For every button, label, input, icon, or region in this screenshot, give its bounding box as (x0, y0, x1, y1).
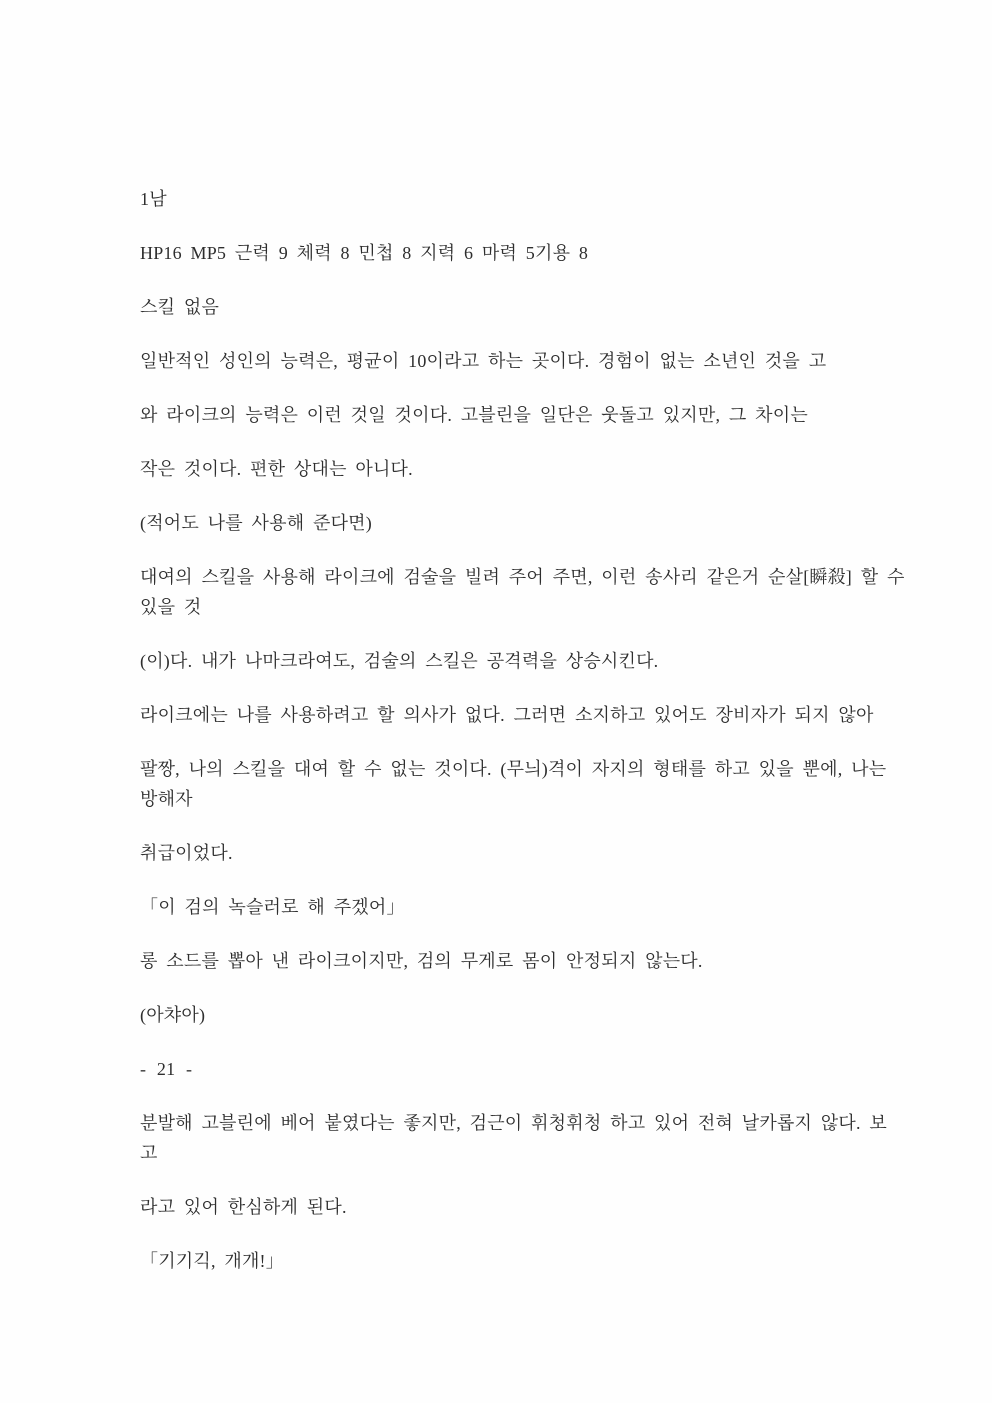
body-paragraph (140, 562, 912, 622)
text-line: 「기기긱, 개개!」 (140, 1251, 284, 1271)
body-paragraph (140, 346, 912, 376)
text-line: 작은 것이다. 편한 상대는 아니다. (140, 459, 413, 479)
text-line: 방해자 (140, 789, 193, 809)
dialogue-paragraph (140, 1246, 912, 1276)
paragraph-list (140, 184, 912, 1276)
body-paragraph (140, 700, 912, 730)
thought-paragraph (140, 508, 912, 538)
body-paragraph (140, 1192, 912, 1222)
text-line: 1남 (140, 189, 167, 209)
text-line: (이)다. 내가 나마크라여도, 검술의 스킬은 공격력을 상승시킨다. (140, 651, 659, 671)
text-line: 「이 검의 녹슬러로 해 주겠어」 (140, 897, 405, 917)
text-line: 일반적인 성인의 능력은, 평균이 10이라고 하는 곳이다. 경험이 없는 소년인 것을 고 (140, 351, 827, 371)
body-paragraph (140, 754, 912, 814)
text-line: 스킬 없음 (140, 297, 220, 317)
text-line: 팔짱, 나의 스킬을 대여 할 수 없는 것이다. (무늬)격이 자지의 형태를 하고 있을 뿐에, 나는 (140, 759, 887, 779)
text-line: 취급이었다. (140, 843, 233, 863)
stat-line (140, 238, 912, 268)
text-line: 롱 소드를 뽑아 낸 라이크이지만, 검의 무게로 몸이 안정되지 않는다. (140, 951, 703, 971)
thought-paragraph (140, 1000, 912, 1030)
text-line: HP16 MP5 근력 9 체력 8 민첩 8 지력 6 마력 5기용 8 (140, 243, 589, 263)
page-number (140, 1054, 912, 1084)
text-line: (적어도 나를 사용해 준다면) (140, 513, 372, 533)
body-paragraph (140, 838, 912, 868)
text-line: 분발해 고블린에 베어 붙였다는 좋지만, 검근이 휘청휘청 하고 있어 전혀 날카롭지 않다. 보 (140, 1113, 887, 1133)
body-paragraph (140, 946, 912, 976)
body-paragraph (140, 454, 912, 484)
body-paragraph (140, 1108, 912, 1168)
text-line: 대여의 스킬을 사용해 라이크에 검술을 빌려 주어 주면, 이런 송사리 같은거 순살[瞬殺] 할 수 (140, 567, 905, 587)
skill-line (140, 292, 912, 322)
text-line: 있을 것 (140, 597, 202, 617)
text-line: 고 (140, 1143, 158, 1163)
dialogue-paragraph (140, 892, 912, 922)
text-line: 와 라이크의 능력은 이런 것일 것이다. 고블린을 일단은 웃돌고 있지만, 그 차이는 (140, 405, 808, 425)
text-line: - 21 - (140, 1059, 193, 1079)
text-line: (아챠아) (140, 1005, 206, 1025)
text-line: 라고 있어 한심하게 된다. (140, 1197, 347, 1217)
body-paragraph (140, 400, 912, 430)
body-paragraph (140, 646, 912, 676)
heading-line (140, 184, 912, 214)
text-line: 라이크에는 나를 사용하려고 할 의사가 없다. 그러면 소지하고 있어도 장비자가 되지 않아 (140, 705, 874, 725)
